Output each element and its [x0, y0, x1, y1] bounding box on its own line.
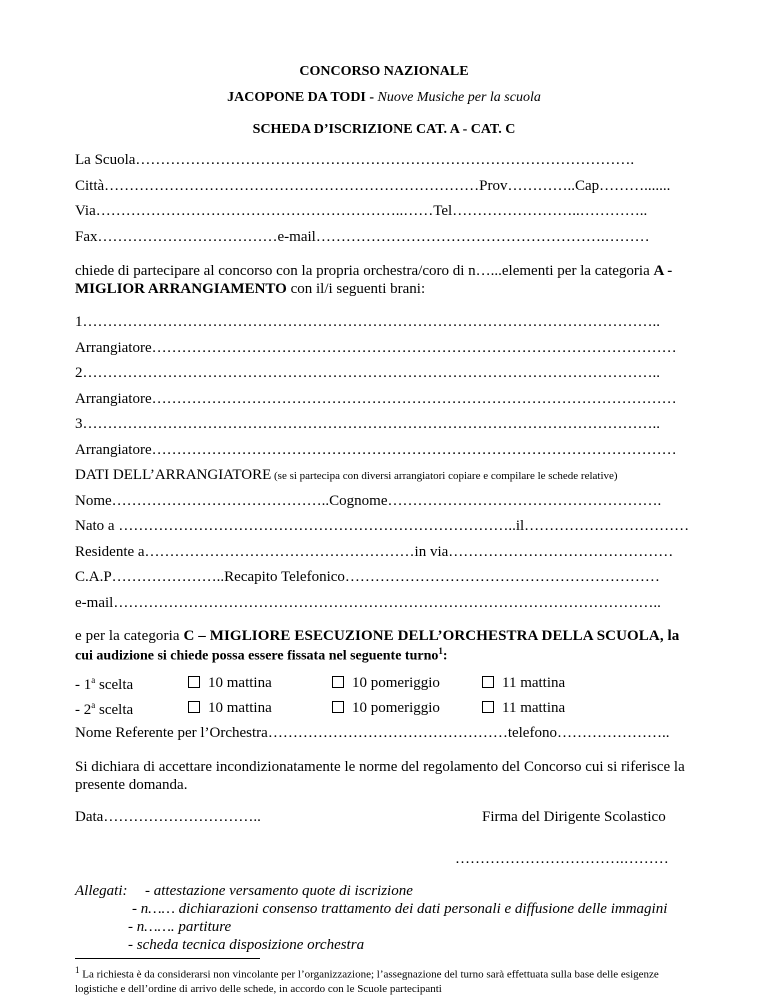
checkbox-icon[interactable]: [332, 676, 344, 688]
choice-2-opt-a-label: 10 mattina: [208, 700, 272, 716]
brano-2[interactable]: 2……………………………………………………………………………………………………..: [75, 365, 660, 381]
allegato-4: - scheda tecnica disposizione orchestra: [128, 937, 365, 953]
cat-a-label: A - MIGLIOR ARRANGIAMENTO: [75, 263, 673, 297]
cat-c-label: C – MIGLIORE ESECUZIONE DELL’ORCHESTRA DELLA SCUOLA, la: [183, 628, 680, 644]
choice-1-sup: a: [91, 675, 96, 685]
choice-1-opt-b-label: 10 pomeriggio: [352, 675, 440, 691]
choice-1-opt-c-label: 11 mattina: [502, 675, 566, 691]
cat-c-intro-text: e per la categoria: [75, 628, 184, 644]
allegato-2: - n…… dichiarazioni consenso trattamento dei dati personali e diffusione delle immagini: [132, 901, 668, 917]
firma-line[interactable]: …………………………….………: [455, 851, 669, 867]
field-email[interactable]: e-mail………………………………………………………………………………………………..: [75, 595, 661, 611]
arrangiatore-note: (se si partecipa con diversi arrangiatori copiare e compilare le schede relative): [271, 470, 618, 482]
page-title: CONCORSO NAZIONALE: [299, 64, 469, 79]
footnote-divider: [75, 958, 260, 959]
field-referente[interactable]: Nome Referente per l’Orchestra…………………………………………telefono…………………..: [75, 725, 670, 741]
footnote-mark: 1: [75, 965, 80, 975]
checkbox-icon[interactable]: [188, 701, 200, 713]
choice-1-word: scelta: [95, 677, 134, 693]
allegato-3: - n……. partiture: [128, 919, 232, 935]
field-data[interactable]: Data…………………………..: [75, 809, 261, 825]
cat-c-intro: [75, 628, 679, 645]
cat-c-line2: [75, 646, 448, 665]
field-nato[interactable]: Nato a ……………………………………………………………………..il……………………………: [75, 518, 690, 534]
dichiarazione: Si dichiara di accettare incondizionatamente le norme del regolamento del Concorso cui si riferisce la presente domanda.: [75, 759, 685, 793]
footnote-ref: 1: [438, 646, 443, 656]
choice-1-opt-a[interactable]: [188, 675, 272, 692]
arrangiatore-3[interactable]: Arrangiatore……………………………………………………………………………………………: [75, 442, 677, 458]
choice-2-prefix: - 2: [75, 702, 92, 718]
choice-2-opt-b[interactable]: [332, 700, 440, 717]
field-nome[interactable]: Nome……………………………………..Cognome……………………………………………….: [75, 493, 662, 509]
field-fax[interactable]: Fax………………………………e-mail………………………………………………….………: [75, 229, 650, 245]
choice-2-word: scelta: [95, 702, 134, 718]
choice-1-prefix: - 1: [75, 677, 92, 693]
checkbox-icon[interactable]: [332, 701, 344, 713]
form-title: SCHEDA D’ISCRIZIONE CAT. A - CAT. C: [252, 122, 516, 137]
arrangiatore-2[interactable]: Arrangiatore……………………………………………………………………………………………: [75, 391, 677, 407]
choice-1-opt-c[interactable]: [482, 675, 565, 692]
cat-a-intro-text: chiede di partecipare al concorso con la propria orchestra/coro di n…...elementi per la categoria: [75, 263, 654, 279]
choice-2-opt-a[interactable]: [188, 700, 272, 717]
subtitle-italic: Nuove Musiche per la scuola: [377, 90, 541, 105]
field-via[interactable]: Via……………………………………………………..……Tel……………………..…………..: [75, 203, 648, 219]
field-scuola[interactable]: La Scuola……………………………………………………………………………………….: [75, 152, 635, 168]
cat-a-intro: [75, 262, 695, 298]
arrangiatore-1[interactable]: Arrangiatore……………………………………………………………………………………………: [75, 340, 677, 356]
checkbox-icon[interactable]: [188, 676, 200, 688]
subtitle-bold: JACOPONE DA TODI -: [227, 90, 378, 105]
choice-2-opt-c[interactable]: [482, 700, 565, 717]
page-subtitle: [0, 90, 768, 106]
brano-1[interactable]: 1……………………………………………………………………………………………………..: [75, 314, 660, 330]
cat-c-line2-text: cui audizione si chiede possa essere fissata nel seguente turno: [75, 648, 439, 664]
field-cap[interactable]: C.A.P…………………..Recapito Telefonico………………………………………………………: [75, 569, 660, 585]
footnote: [75, 963, 700, 996]
checkbox-icon[interactable]: [482, 701, 494, 713]
choice-1-opt-a-label: 10 mattina: [208, 675, 272, 691]
choice-2-label: [75, 700, 133, 719]
choice-1-opt-b[interactable]: [332, 675, 440, 692]
choice-2-opt-b-label: 10 pomeriggio: [352, 700, 440, 716]
arrangiatore-heading-text: DATI DELL’ARRANGIATORE: [75, 467, 272, 483]
footnote-text: La richiesta è da considerarsi non vincolante per l’organizzazione; l’assegnazione del turno sarà effettuata sulla base delle esigenze logistiche e dell’ordine di arrivo delle schede, in accordo con le Scuole partecipanti: [75, 968, 659, 995]
arrangiatore-heading: [75, 467, 618, 484]
choice-2-opt-c-label: 11 mattina: [502, 700, 566, 716]
firma-label: Firma del Dirigente Scolastico: [482, 809, 666, 825]
allegato-1: - attestazione versamento quote di iscrizione: [145, 883, 413, 899]
brano-3[interactable]: 3……………………………………………………………………………………………………..: [75, 416, 660, 432]
field-residente[interactable]: Residente a………………………………………………in via………………………………………: [75, 544, 674, 560]
choice-2-sup: a: [91, 700, 96, 710]
checkbox-icon[interactable]: [482, 676, 494, 688]
field-citta[interactable]: Città…………………………………………………………………Prov…………..Cap……….......: [75, 178, 671, 194]
cat-c-line2-end: :: [442, 648, 448, 664]
allegati-label: Allegati:: [75, 883, 128, 899]
cat-a-intro-end: con il/i seguenti brani:: [286, 281, 426, 297]
choice-1-label: [75, 675, 133, 694]
